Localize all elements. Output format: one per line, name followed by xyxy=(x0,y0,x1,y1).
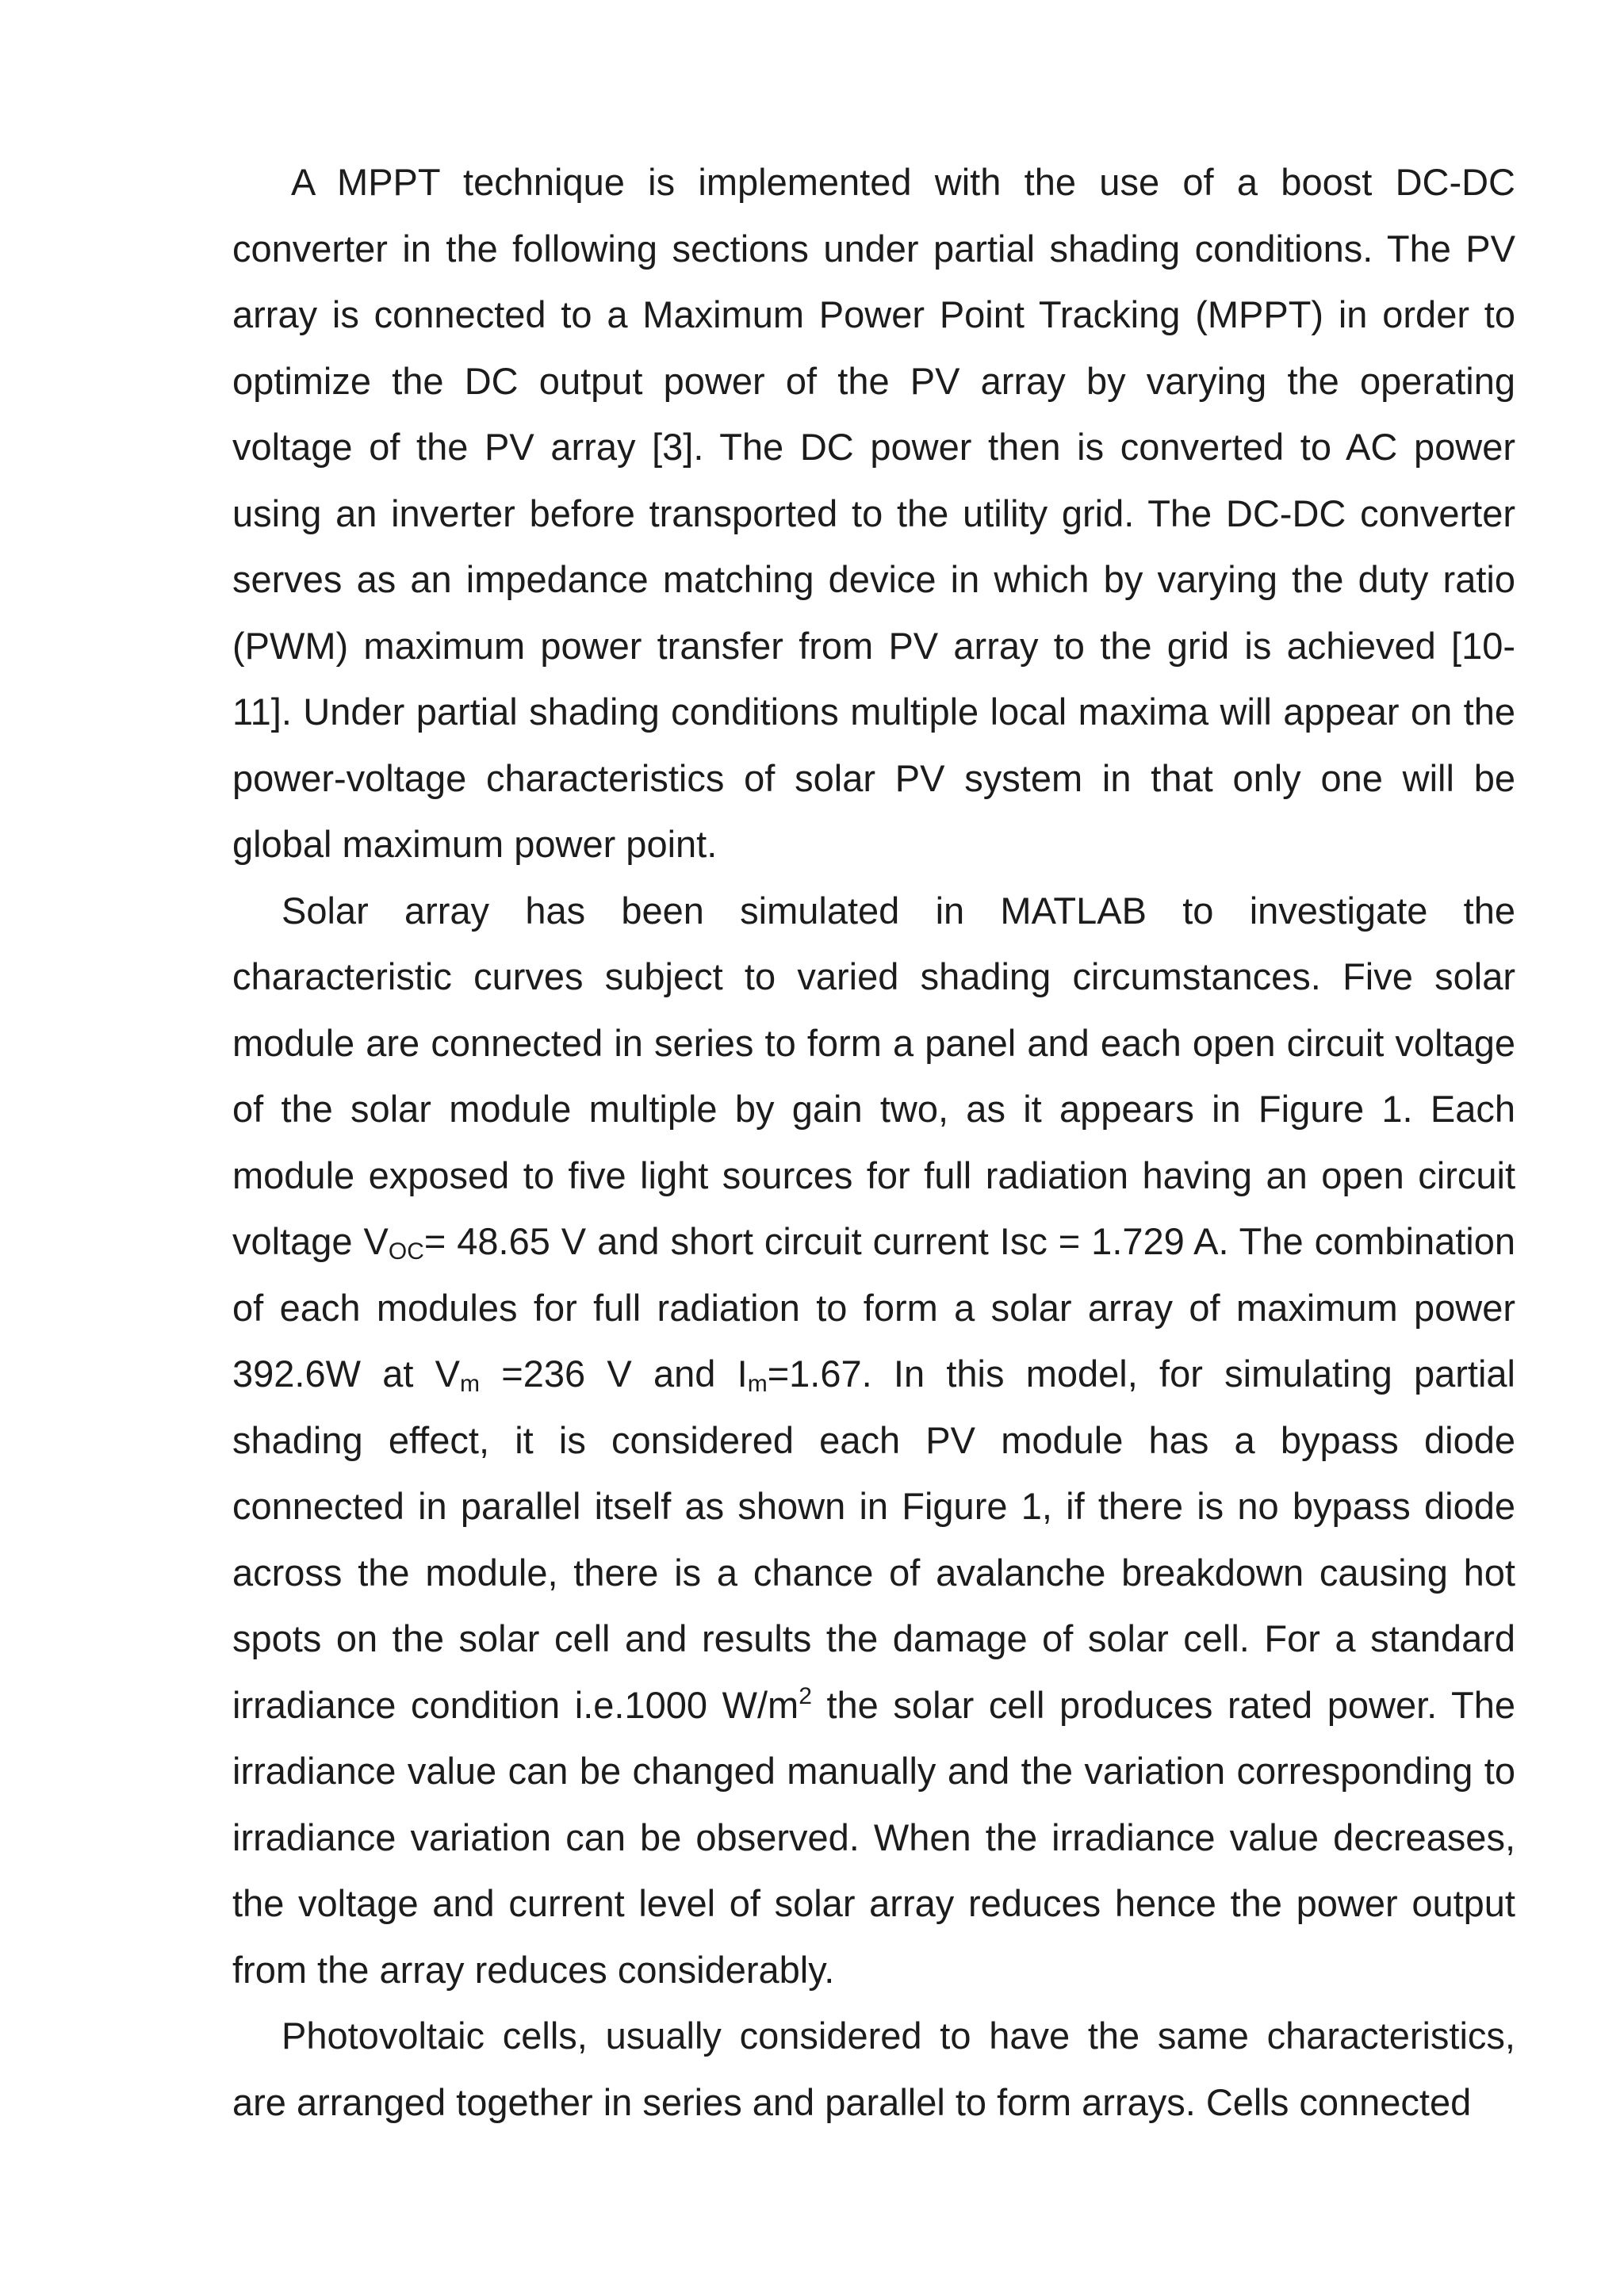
paragraph-text: Photovoltaic cells, usually considered to have the same characteristics, are arranged together in series and parallel to form arrays. Cells connected xyxy=(232,2015,1515,2123)
subscript-oc: OC xyxy=(388,1238,424,1265)
paragraph-solar-array-simulation xyxy=(232,878,1515,2003)
paragraph-text: the solar cell produces rated power. The irradiance value can be changed manually and the variation corresponding to irradiance variation can be observed. When the irradiance value decreases, the voltage and current level of solar array reduces hence the power output from the array reduces considerably. xyxy=(232,1683,1515,1991)
subscript-m: m xyxy=(460,1371,481,1397)
paragraph-text: A MPPT technique is implemented with the use of a boost DC-DC converter in the following sections under partial shading conditions. The PV array is connected to a Maximum Power Point Tracking (MPPT) in order to optimize the DC output power of the PV array by varying the operating voltage of the PV array [3]. The DC power then is converted to AC power using an inverter before transported to the utility grid. The DC-DC converter serves as an impedance matching device in which by varying the duty ratio (PWM) maximum power transfer from PV array to the grid is achieved [10-11]. Under partial shading conditions multiple local maxima will appear on the power-voltage characteristics of solar PV system in that only one will be global maximum power point. xyxy=(232,161,1515,865)
paragraph-text: =1.67. In this model, for simulating partial shading effect, it is considered each PV module has a bypass diode connected in parallel itself as shown in Figure 1, if there is no bypass diode across the module, there is a chance of avalanche breakdown causing hot spots on the solar cell and results the damage of solar cell. For a standard irradiance condition i.e.1000 W/m xyxy=(232,1353,1515,1726)
paragraph-text: Solar array has been simulated in MATLAB to investigate the characteristic curves subject to varied shading circumstances. Five solar module are connected in series to form a panel and each open circuit voltage of the solar module multiple by gain two, as it appears in Figure 1. Each module exposed to five light sources for full radiation having an open circuit voltage V xyxy=(232,889,1515,1262)
superscript-2: 2 xyxy=(799,1682,812,1709)
subscript-m: m xyxy=(747,1371,768,1397)
paragraph-mppt-intro xyxy=(232,149,1515,878)
paragraph-text: =236 V and I xyxy=(480,1353,748,1395)
paragraph-text: = 48.65 V and short circuit current Isc = 1.729 A. The combination of each modules for full radiation to form a solar array of maximum power 392.6W at V xyxy=(232,1220,1515,1395)
paragraph-photovoltaic-cells xyxy=(232,2003,1515,2135)
document-page xyxy=(232,149,1515,2135)
